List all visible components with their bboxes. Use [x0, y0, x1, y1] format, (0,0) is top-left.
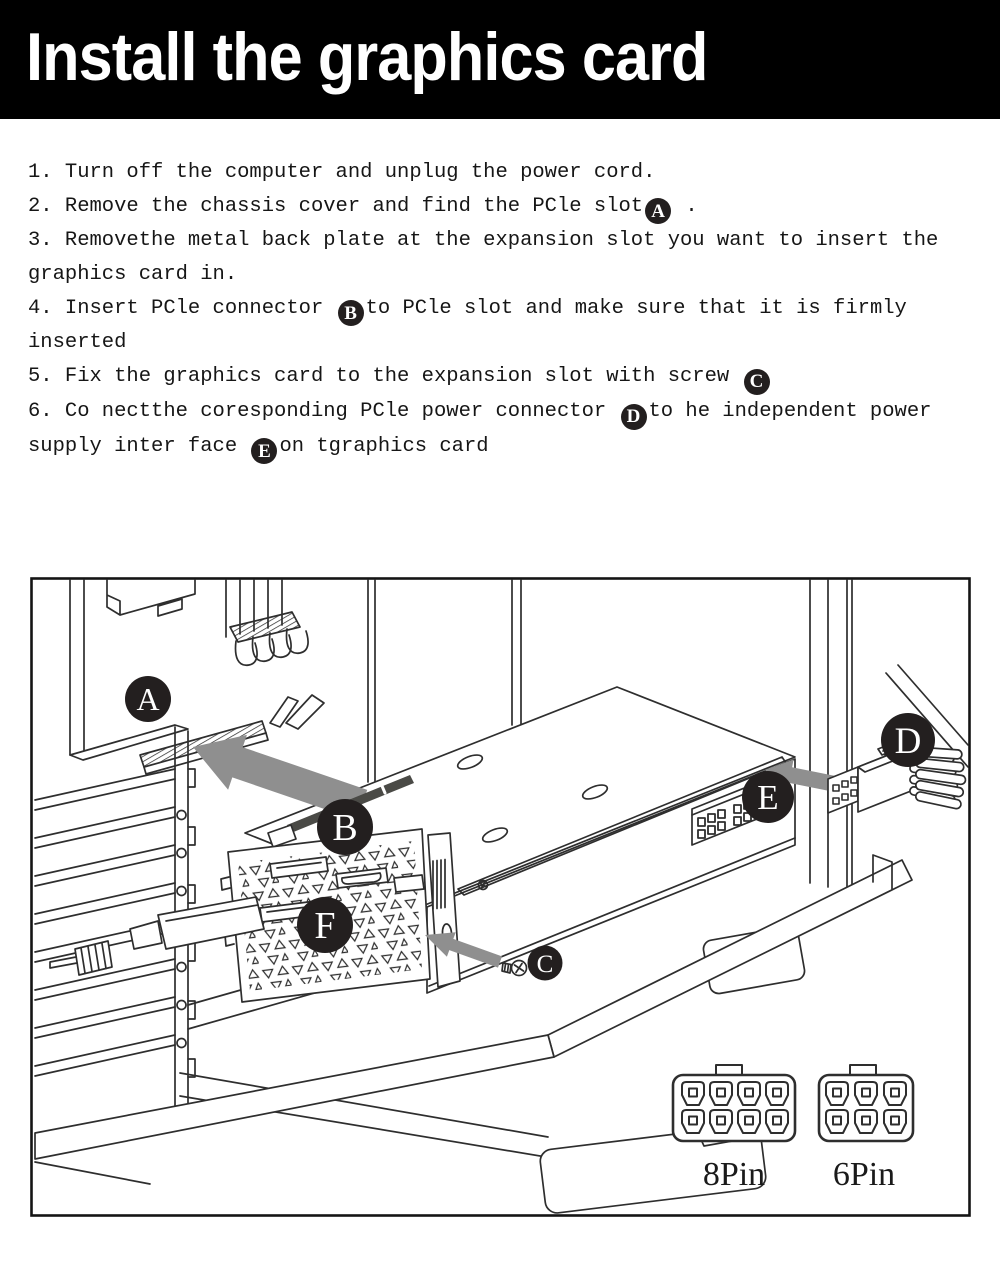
callout-d [881, 713, 935, 767]
instruction-line [28, 430, 968, 465]
instruction-text: 5. Fix the graphics card to the expansion slot with screw [28, 364, 742, 388]
instruction-text: 1. Turn off the computer and unplug the power cord. [28, 161, 656, 184]
callout-b [317, 799, 373, 855]
callout-f [297, 897, 353, 953]
svg-text:F: F [314, 905, 336, 947]
svg-text:A: A [136, 681, 160, 717]
instruction-text: on tgraphics card [279, 434, 489, 458]
callout-badge-c: C [744, 369, 770, 395]
installation-diagram [30, 577, 971, 1217]
instruction-text: . [673, 194, 698, 218]
instruction-line [28, 326, 968, 360]
connector-6pin [819, 1065, 913, 1141]
instruction-text: graphics card in. [28, 262, 238, 286]
callout-badge-a: A [645, 198, 671, 224]
instruction-line [28, 224, 968, 258]
instruction-line [28, 360, 968, 395]
diagram-frame [30, 577, 971, 1217]
svg-text:E: E [757, 778, 779, 817]
instruction-text: inserted [28, 331, 127, 355]
page-title [0, 0, 1000, 114]
instruction-line [28, 292, 968, 327]
instruction-text: 4. Insert PCle connector [28, 296, 336, 320]
callout-badge-b: B [338, 300, 364, 326]
svg-text:D: D [894, 721, 922, 762]
instruction-line [28, 258, 968, 292]
instruction-text: to PCle slot and make sure that it is firmly [365, 296, 907, 320]
instruction-text: 6. Co nectthe coresponding PCle power connector [28, 399, 619, 423]
callout-a [125, 676, 171, 722]
label-8pin: 8Pin [702, 1156, 766, 1193]
page-title-text: Install the graphics card [26, 19, 708, 95]
instruction-text: to he independent power [648, 399, 932, 423]
instruction-list [28, 156, 968, 464]
callout-e [742, 771, 794, 823]
svg-text:C: C [536, 951, 554, 978]
instruction-line [28, 156, 968, 190]
label-6pin: 6Pin [832, 1156, 896, 1193]
title-bar [0, 0, 1000, 119]
instruction-text: 3. Removethe metal back plate at the expansion slot you want to insert the [28, 229, 939, 253]
instruction-text: supply inter face [28, 434, 250, 458]
svg-text:B: B [332, 807, 358, 849]
instruction-line [28, 395, 968, 430]
callout-c [528, 946, 563, 981]
connector-8pin [673, 1065, 795, 1141]
instruction-line [28, 190, 968, 225]
instruction-text: 2. Remove the chassis cover and find the PCle slot [28, 194, 644, 218]
callout-badge-d: D [621, 404, 647, 430]
callout-badge-e: E [251, 438, 277, 464]
